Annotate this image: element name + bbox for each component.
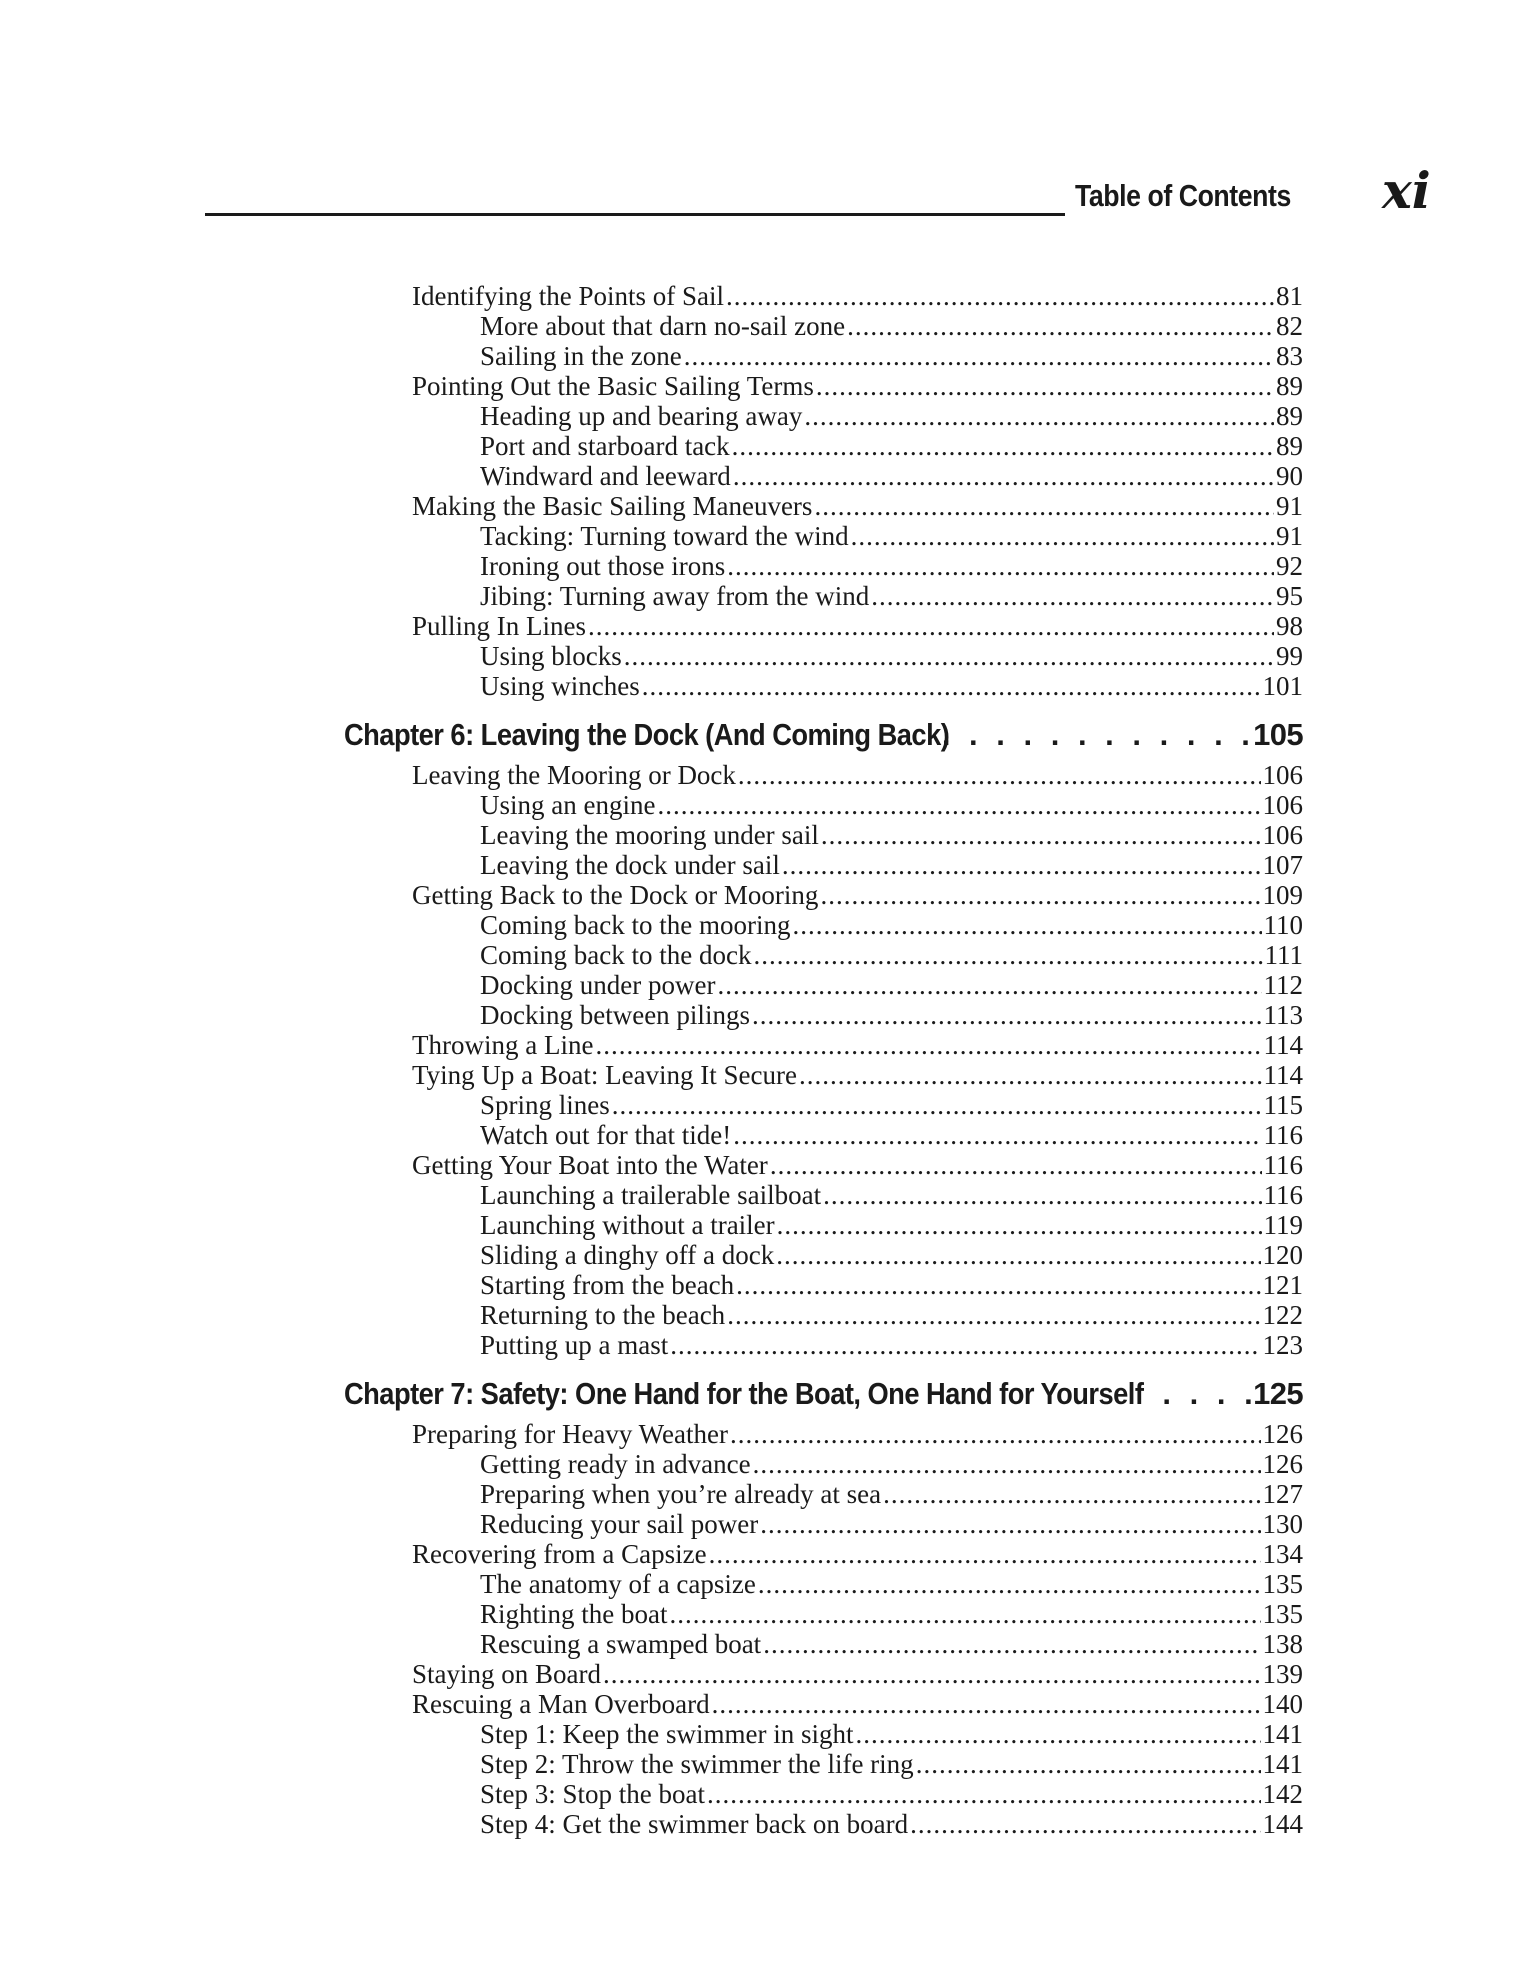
- toc-entry-label: Tying Up a Boat: Leaving It Secure: [412, 1060, 798, 1090]
- dot-leader: [777, 1210, 1262, 1240]
- toc-entry-label: Returning to the beach: [480, 1300, 726, 1330]
- toc-entry-page: 116: [1263, 1120, 1303, 1150]
- table-of-contents: [344, 281, 1303, 1839]
- toc-subsection[interactable]: [412, 461, 1303, 491]
- toc-entry-page: 114: [1263, 1030, 1303, 1060]
- chapter-page: 125: [1253, 1376, 1303, 1411]
- toc-entry-page: 141: [1262, 1749, 1303, 1779]
- toc-entry-page: 134: [1262, 1539, 1303, 1569]
- toc-subsection[interactable]: [412, 551, 1303, 581]
- toc-entry-label: Pointing Out the Basic Sailing Terms: [412, 371, 814, 401]
- dot-leader: [942, 717, 1253, 753]
- dot-leader: [670, 1330, 1260, 1360]
- header-rule: [205, 213, 1065, 216]
- toc-subsection[interactable]: [412, 940, 1303, 970]
- toc-entry-label: Ironing out those irons: [480, 551, 726, 581]
- toc-entry-label: Launching a trailerable sailboat: [480, 1180, 822, 1210]
- dot-leader: [770, 1150, 1262, 1180]
- dot-leader: [730, 1419, 1261, 1449]
- toc-section[interactable]: [412, 491, 1303, 521]
- chapter-page: 105: [1253, 717, 1303, 752]
- toc-section[interactable]: [412, 371, 1303, 401]
- toc-entry-page: 106: [1262, 820, 1303, 850]
- toc-entry-page: 126: [1262, 1419, 1303, 1449]
- dot-leader: [707, 1779, 1261, 1809]
- toc-section[interactable]: [412, 1150, 1303, 1180]
- dot-leader: [763, 1629, 1260, 1659]
- dot-leader: [642, 671, 1261, 701]
- toc-subsection[interactable]: [412, 820, 1303, 850]
- toc-entry-page: 83: [1276, 341, 1303, 371]
- toc-entry-label: Preparing when you’re already at sea: [480, 1479, 882, 1509]
- dot-leader: [776, 1240, 1260, 1270]
- toc-entry-page: 89: [1276, 431, 1303, 461]
- dot-leader: [799, 1060, 1261, 1090]
- dot-leader: [821, 820, 1261, 850]
- toc-entry-page: 130: [1262, 1509, 1303, 1539]
- dot-leader: [624, 641, 1274, 671]
- toc-subsection[interactable]: [412, 401, 1303, 431]
- toc-entry-page: 122: [1262, 1300, 1303, 1330]
- toc-subsection[interactable]: [412, 970, 1303, 1000]
- chapter-title: Chapter 7: Safety: One Hand for the Boat, One Hand for Yourself: [344, 1376, 1144, 1411]
- dot-leader: [612, 1090, 1262, 1120]
- chapter-6-heading[interactable]: [344, 717, 1303, 753]
- toc-entry-label: Sailing in the zone: [480, 341, 682, 371]
- toc-entry-label: Docking between pilings: [480, 1000, 750, 1030]
- toc-entry-page: 120: [1262, 1240, 1303, 1270]
- toc-subsection[interactable]: [412, 641, 1303, 671]
- dot-leader: [753, 1449, 1261, 1479]
- dot-leader: [727, 551, 1274, 581]
- toc-entry-page: 106: [1262, 760, 1303, 790]
- toc-entry-label: Watch out for that tide!: [480, 1120, 732, 1150]
- dot-leader: [733, 461, 1274, 491]
- toc-entry-page: 89: [1276, 371, 1303, 401]
- toc-entry-label: Reducing your sail power: [480, 1509, 759, 1539]
- toc-entry-label: Step 4: Get the swimmer back on board: [480, 1809, 909, 1839]
- toc-subsection[interactable]: [412, 1240, 1303, 1270]
- dot-leader: [752, 1000, 1262, 1030]
- toc-entry-label: Starting from the beach: [480, 1270, 735, 1300]
- dot-leader: [758, 1569, 1261, 1599]
- toc-entry-page: 90: [1276, 461, 1303, 491]
- toc-entry-page: 82: [1276, 311, 1303, 341]
- toc-section[interactable]: [412, 1030, 1303, 1060]
- dot-leader: [736, 1270, 1260, 1300]
- dot-leader: [595, 1030, 1261, 1060]
- toc-entry-label: Recovering from a Capsize: [412, 1539, 707, 1569]
- toc-section[interactable]: [412, 1419, 1303, 1449]
- toc-subsection[interactable]: [412, 1509, 1303, 1539]
- toc-entry-label: Staying on Board: [412, 1659, 601, 1689]
- toc-entry-label: The anatomy of a capsize: [480, 1569, 756, 1599]
- toc-section[interactable]: [412, 1659, 1303, 1689]
- dot-leader: [916, 1749, 1261, 1779]
- page-number: xi: [1382, 161, 1431, 220]
- toc-subsection[interactable]: [412, 1210, 1303, 1240]
- dot-leader: [804, 401, 1274, 431]
- chapter-title: Chapter 6: Leaving the Dock (And Coming Back): [344, 717, 950, 752]
- toc-entry-label: Leaving the mooring under sail: [480, 820, 819, 850]
- toc-entry-page: 121: [1262, 1270, 1303, 1300]
- chapter-7-heading[interactable]: [344, 1376, 1303, 1412]
- toc-entry-page: 107: [1262, 850, 1303, 880]
- toc-entry-page: 91: [1276, 491, 1303, 521]
- toc-subsection[interactable]: [412, 1270, 1303, 1300]
- toc-entry-page: 101: [1262, 671, 1303, 701]
- toc-entry-label: Putting up a mast: [480, 1330, 669, 1360]
- dot-leader: [738, 760, 1261, 790]
- toc-entry-page: 98: [1276, 611, 1303, 641]
- toc-entry-page: 142: [1262, 1779, 1303, 1809]
- dot-leader: [588, 611, 1274, 641]
- dot-leader: [753, 940, 1262, 970]
- dot-leader: [717, 970, 1261, 1000]
- toc-entry-page: 112: [1263, 970, 1303, 1000]
- toc-entry-label: Tacking: Turning toward the wind: [480, 521, 849, 551]
- toc-entry-label: Port and starboard tack: [480, 431, 730, 461]
- toc-entry-page: 109: [1262, 880, 1303, 910]
- dot-leader: [727, 1300, 1260, 1330]
- dot-leader: [823, 1180, 1261, 1210]
- toc-entry-page: 116: [1263, 1180, 1303, 1210]
- toc-entry-page: 111: [1264, 940, 1303, 970]
- toc-entry-page: 114: [1263, 1060, 1303, 1090]
- toc-entry-page: 126: [1262, 1449, 1303, 1479]
- toc-entry-label: Making the Basic Sailing Maneuvers: [412, 491, 813, 521]
- toc-entry-label: Pulling In Lines: [412, 611, 586, 641]
- dot-leader: [847, 311, 1274, 341]
- toc-entry-label: Docking under power: [480, 970, 716, 1000]
- toc-subsection[interactable]: [412, 790, 1303, 820]
- dot-leader: [712, 1689, 1261, 1719]
- toc-entry-page: 135: [1262, 1599, 1303, 1629]
- dot-leader: [855, 1719, 1260, 1749]
- toc-entry-label: Spring lines: [480, 1090, 610, 1120]
- toc-entry-label: Using an engine: [480, 790, 656, 820]
- toc-subsection[interactable]: [412, 1719, 1303, 1749]
- toc-entry-label: Coming back to the mooring: [480, 910, 791, 940]
- dot-leader: [816, 371, 1274, 401]
- toc-entry-label: Righting the boat: [480, 1599, 668, 1629]
- toc-entry-label: Leaving the Mooring or Dock: [412, 760, 736, 790]
- toc-section[interactable]: [412, 880, 1303, 910]
- toc-subsection[interactable]: [412, 1479, 1303, 1509]
- toc-entry-page: 116: [1263, 1150, 1303, 1180]
- toc-subsection[interactable]: [412, 1330, 1303, 1360]
- toc-subsection[interactable]: [412, 850, 1303, 880]
- toc-entry-page: 89: [1276, 401, 1303, 431]
- dot-leader: [910, 1809, 1260, 1839]
- toc-subsection[interactable]: [412, 1120, 1303, 1150]
- dot-leader: [814, 491, 1274, 521]
- toc-entry-label: Leaving the dock under sail: [480, 850, 780, 880]
- toc-section[interactable]: [412, 1539, 1303, 1569]
- toc-entry-label: Rescuing a swamped boat: [480, 1629, 762, 1659]
- toc-entry-page: 99: [1276, 641, 1303, 671]
- toc-entry-label: Jibing: Turning away from the wind: [480, 581, 870, 611]
- toc-subsection[interactable]: [412, 1779, 1303, 1809]
- dot-leader: [760, 1509, 1260, 1539]
- toc-subsection[interactable]: [412, 1180, 1303, 1210]
- toc-entry-label: Sliding a dinghy off a dock: [480, 1240, 775, 1270]
- toc-entry-page: 141: [1262, 1719, 1303, 1749]
- toc-subsection[interactable]: [412, 1599, 1303, 1629]
- toc-entry-label: Rescuing a Man Overboard: [412, 1689, 710, 1719]
- toc-subsection[interactable]: [412, 1449, 1303, 1479]
- toc-subsection[interactable]: [412, 1000, 1303, 1030]
- toc-entry-label: Windward and leeward: [480, 461, 731, 491]
- dot-leader: [883, 1479, 1260, 1509]
- toc-entry-page: 81: [1276, 281, 1303, 311]
- dot-leader: [657, 790, 1260, 820]
- toc-entry-page: 119: [1263, 1210, 1303, 1240]
- dot-leader: [684, 341, 1274, 371]
- toc-entry-label: Using blocks: [480, 641, 622, 671]
- dot-leader: [782, 850, 1261, 880]
- toc-section[interactable]: [412, 760, 1303, 790]
- toc-entry-page: 91: [1276, 521, 1303, 551]
- dot-leader: [726, 281, 1274, 311]
- dot-leader: [709, 1539, 1261, 1569]
- dot-leader: [871, 581, 1274, 611]
- toc-entry-page: 115: [1263, 1090, 1303, 1120]
- toc-subsection[interactable]: [412, 311, 1303, 341]
- running-header-title: Table of Contents: [1075, 178, 1291, 213]
- toc-subsection[interactable]: [412, 1809, 1303, 1839]
- toc-entry-page: 106: [1262, 790, 1303, 820]
- toc-entry-page: 135: [1262, 1569, 1303, 1599]
- toc-entry-page: 139: [1262, 1659, 1303, 1689]
- toc-entry-page: 140: [1262, 1689, 1303, 1719]
- toc-entry-label: Heading up and bearing away: [480, 401, 803, 431]
- dot-leader: [1162, 1376, 1253, 1412]
- toc-entry-label: Throwing a Line: [412, 1030, 594, 1060]
- toc-entry-label: More about that darn no-sail zone: [480, 311, 846, 341]
- toc-entry-page: 138: [1262, 1629, 1303, 1659]
- toc-section[interactable]: [412, 1060, 1303, 1090]
- dot-leader: [603, 1659, 1261, 1689]
- toc-entry-label: Getting Back to the Dock or Mooring: [412, 880, 819, 910]
- toc-entry-label: Coming back to the dock: [480, 940, 752, 970]
- toc-subsection[interactable]: [412, 671, 1303, 701]
- dot-leader: [820, 880, 1260, 910]
- toc-entry-label: Using winches: [480, 671, 640, 701]
- toc-subsection[interactable]: [412, 1090, 1303, 1120]
- toc-entry-page: 123: [1262, 1330, 1303, 1360]
- toc-entry-label: Step 1: Keep the swimmer in sight: [480, 1719, 854, 1749]
- toc-entry-page: 95: [1276, 581, 1303, 611]
- toc-entry-page: 110: [1263, 910, 1303, 940]
- toc-subsection[interactable]: [412, 910, 1303, 940]
- toc-subsection[interactable]: [412, 341, 1303, 371]
- toc-entry-label: Launching without a trailer: [480, 1210, 775, 1240]
- toc-section[interactable]: [412, 611, 1303, 641]
- toc-subsection[interactable]: [412, 521, 1303, 551]
- toc-subsection[interactable]: [412, 1749, 1303, 1779]
- toc-section[interactable]: [412, 1689, 1303, 1719]
- dot-leader: [669, 1599, 1260, 1629]
- toc-entry-page: 113: [1263, 1000, 1303, 1030]
- toc-entry-label: Preparing for Heavy Weather: [412, 1419, 728, 1449]
- toc-subsection[interactable]: [412, 1569, 1303, 1599]
- toc-entry-label: Step 2: Throw the swimmer the life ring: [480, 1749, 914, 1779]
- dot-leader: [792, 910, 1261, 940]
- toc-subsection[interactable]: [412, 431, 1303, 461]
- dot-leader: [851, 521, 1274, 551]
- toc-entry-page: 127: [1262, 1479, 1303, 1509]
- toc-entry-page: 144: [1262, 1809, 1303, 1839]
- toc-entry-label: Step 3: Stop the boat: [480, 1779, 705, 1809]
- toc-entry-label: Getting Your Boat into the Water: [412, 1150, 768, 1180]
- dot-leader: [732, 431, 1274, 461]
- toc-section[interactable]: [412, 281, 1303, 311]
- dot-leader: [733, 1120, 1261, 1150]
- toc-subsection[interactable]: [412, 1629, 1303, 1659]
- toc-subsection[interactable]: [412, 581, 1303, 611]
- toc-subsection[interactable]: [412, 1300, 1303, 1330]
- toc-entry-label: Getting ready in advance: [480, 1449, 751, 1479]
- toc-entry-page: 92: [1276, 551, 1303, 581]
- toc-entry-label: Identifying the Points of Sail: [412, 281, 724, 311]
